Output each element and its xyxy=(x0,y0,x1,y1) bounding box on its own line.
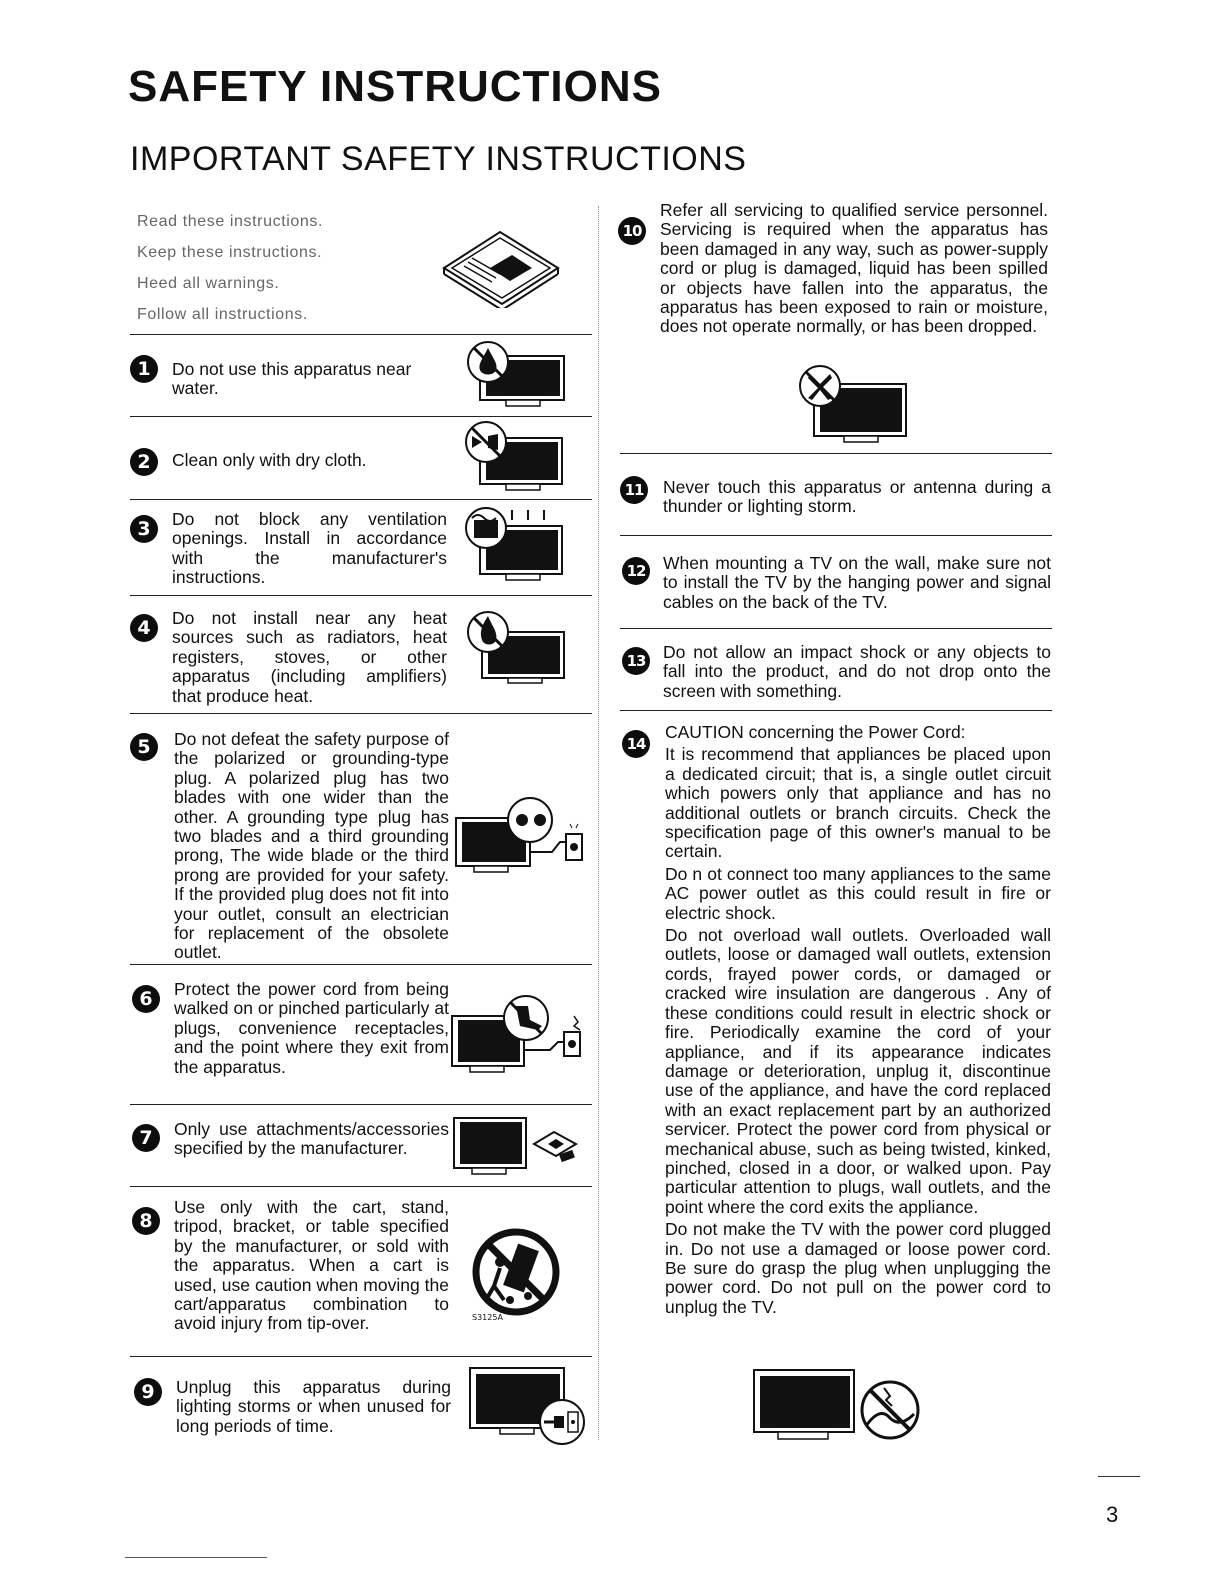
cart-tip-over-icon xyxy=(470,1226,580,1326)
item-text: Only use attachments/accessories specified by the manufacturer. xyxy=(174,1119,449,1159)
item-paragraph: It is recommend that appliances be placed upon a dedicated circuit; that is, a single outlet circuit which powers only that appliance and has no additional outlets or branch circuits. Check the specification page of this owner's manual to be certain. xyxy=(665,744,1051,862)
item-text: Do not block any ventilation openings. Install in accordance with the manufacturer's instructions. xyxy=(172,509,447,588)
water-drop-tv-icon xyxy=(466,340,566,410)
accessories-tv-icon xyxy=(452,1114,588,1178)
item-number-badge: 1 xyxy=(130,355,158,383)
item-text: When mounting a TV on the wall, make sure not to install the TV by the hanging power and signal cables on the back of the TV. xyxy=(663,553,1051,612)
item-text: Protect the power cord from being walked on or pinched particularly at plugs, convenience receptacles, and the point where they exit from the apparatus. xyxy=(174,979,449,1077)
divider xyxy=(130,416,592,417)
item-number-badge: 3 xyxy=(130,515,158,543)
item-number-badge: 5 xyxy=(130,733,158,761)
divider xyxy=(130,1104,592,1105)
item-number-badge: 2 xyxy=(130,448,158,476)
item-text xyxy=(665,723,1051,1317)
bottom-rule xyxy=(125,1557,267,1558)
divider xyxy=(620,628,1052,629)
damaged-cord-tv-icon xyxy=(750,1366,922,1444)
item-text: Do not allow an impact shock or any objects to fall into the product, and do not drop onto the screen with something. xyxy=(663,642,1051,701)
item-number-badge: 7 xyxy=(132,1124,160,1152)
divider xyxy=(130,713,592,714)
divider xyxy=(620,453,1052,454)
item-number-badge: 13 xyxy=(622,647,650,675)
page-number-rule xyxy=(1098,1476,1140,1477)
unplug-tv-icon xyxy=(466,1364,590,1448)
page-number: 3 xyxy=(1106,1502,1119,1527)
divider xyxy=(130,595,592,596)
polarized-plug-tv-icon xyxy=(454,790,590,880)
item-number-badge: 8 xyxy=(132,1207,160,1235)
item-paragraph: Do not make the TV with the power cord plugged in. Do not use a damaged or loose power cord. Be sure do grasp the plug when unplugging the power cord. Do not pull on the power cord to unplug the TV. xyxy=(665,1219,1051,1317)
item-text: Refer all servicing to qualified service personnel. Servicing is required when the apparatus has been damaged in any way, such as power-supply cord or plug is damaged, liquid has been spilled or objects have fallen into the apparatus, the apparatus has been exposed to rain or moisture, does not operate normally, or has been dropped. xyxy=(660,200,1048,337)
item-paragraph: Do not overload wall outlets. Overloaded wall outlets, loose or damaged wall outlets, extension cords, frayed power cords, or damaged or cracked wire insulation are dangerous . Any of these conditions could result in electric shock or fire. Periodically examine the cord of your appliance, and if its appearance indicates damage or deterioration, unplug it, discontinue use of the appliance, and have the cord replaced with an exact replacement part by an authorized servicer. Protect the power cord from physical or mechanical abuse, such as being twisted, kinked, pinched, closed in a door, or walked upon. Pay particular attention to plugs, wall outlets, and the point where the cord exits the appliance. xyxy=(665,925,1051,1217)
item-number-badge: 9 xyxy=(134,1378,162,1406)
divider xyxy=(130,499,592,500)
item-number-badge: 12 xyxy=(622,557,650,585)
page-title: SAFETY INSTRUCTIONS xyxy=(128,62,663,111)
intro-item: Keep these instructions. xyxy=(137,244,323,261)
power-cord-tv-icon xyxy=(450,992,590,1076)
item-text: Use only with the cart, stand, tripod, bracket, or table specified by the manufacturer, or sold with the apparatus. When a cart is used, use caution when moving the cart/apparatus combination to avoid injury from tip-over. xyxy=(174,1197,449,1334)
ventilation-tv-icon xyxy=(464,504,566,584)
item-number-badge: 11 xyxy=(620,476,648,504)
item-text: Do not defeat the safety purpose of the polarized or grounding-type plug. A polarized plug has two blades with one wider than the other. A grounding type plug has two blades and a third grounding prong, The wide blade or the third prong are provided for your safety. If the provided plug does not fit into your outlet, consult an electrician for replacement of the obsolete outlet. xyxy=(174,729,449,963)
no-spray-tv-icon xyxy=(464,420,566,492)
divider xyxy=(130,964,592,965)
section-title: IMPORTANT SAFETY INSTRUCTIONS xyxy=(130,140,747,178)
intro-item: Read these instructions. xyxy=(137,213,324,230)
item-text: Never touch this apparatus or antenna during a thunder or lighting storm. xyxy=(663,477,1051,517)
divider xyxy=(620,535,1052,536)
cart-icon-label: S3125A xyxy=(472,1313,503,1322)
divider xyxy=(130,334,592,335)
item-text: Do not use this apparatus near water. xyxy=(172,359,412,399)
column-divider xyxy=(598,206,599,1440)
service-tools-tv-icon xyxy=(798,364,910,444)
divider xyxy=(130,1186,592,1187)
intro-item: Follow all instructions. xyxy=(137,306,308,323)
item-number-badge: 6 xyxy=(132,985,160,1013)
item-paragraph: CAUTION concerning the Power Cord: xyxy=(665,722,966,742)
divider xyxy=(130,1356,592,1357)
item-number-badge: 10 xyxy=(618,217,646,245)
item-text: Do not install near any heat sources such as radiators, heat registers, stoves, or other apparatus (including amplifiers) that produce heat. xyxy=(172,608,447,706)
item-number-badge: 14 xyxy=(622,730,650,758)
divider xyxy=(620,710,1052,711)
heat-source-tv-icon xyxy=(466,604,568,684)
item-text: Clean only with dry cloth. xyxy=(172,450,367,470)
item-number-badge: 4 xyxy=(130,614,158,642)
intro-item: Heed all warnings. xyxy=(137,275,280,292)
item-paragraph: Do n ot connect too many appliances to the same AC power outlet as this could result in fire or electric shock. xyxy=(665,863,1051,923)
item-text: Unplug this apparatus during lighting storms or when unused for long periods of time. xyxy=(176,1377,451,1436)
book-icon xyxy=(440,228,562,308)
intro-list xyxy=(137,206,323,330)
